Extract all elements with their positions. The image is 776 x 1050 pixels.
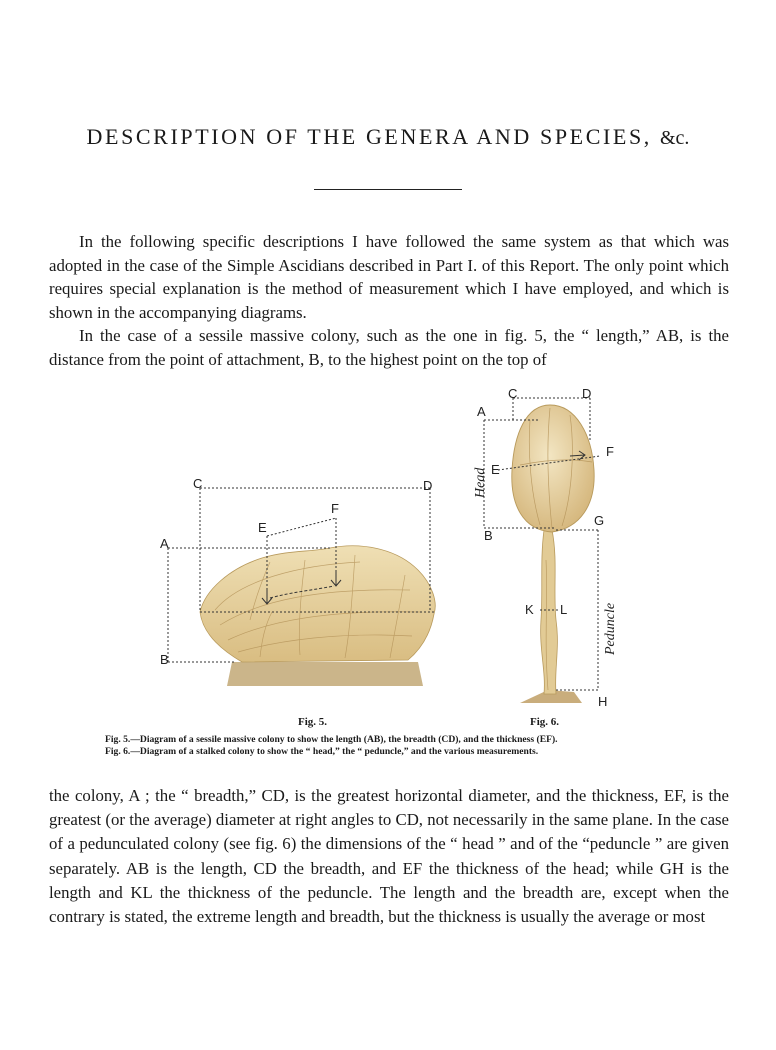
section-heading-suffix: &c.	[660, 127, 690, 149]
section-heading-main: DESCRIPTION OF THE GENERA AND SPECIES,	[86, 124, 652, 149]
fig6-label-d: D	[582, 386, 592, 401]
fig5-label-e: E	[258, 520, 267, 535]
fig5-caption: Fig. 5.—Diagram of a sessile massive colony to show the length (AB), the breadth (CD), and the thickness (EF).	[105, 734, 558, 745]
fig6-caption: Fig. 6.—Diagram of a stalked colony to show the “ head,” the “ peduncle,” and the various measurements.	[105, 746, 539, 757]
fig5-label-c: C	[193, 476, 203, 491]
paragraph-intro: In the following specific descriptions I have followed the same system as that which was adopted in the case of the Simple Ascidians described in Part I. of this Report. The only point which requires special explanation is the method of measurement which I have employed, and which is shown in the accompanying diagrams.	[49, 232, 729, 322]
fig6-label-e: E	[491, 462, 500, 477]
fig5-diagram	[160, 476, 435, 686]
fig6-label-h: H	[598, 694, 608, 709]
fig5-title: Fig. 5.	[298, 716, 328, 728]
fig6-label-g: G	[594, 513, 605, 528]
fig6-diagram	[473, 386, 618, 709]
fig6-label-c: C	[508, 386, 518, 401]
paragraph-measurements: the colony, A ; the “ breadth,” CD, is the greatest horizontal diameter, and the thickness, EF, is the greatest (or the average) diameter at right angles to CD, not necessarily in the same plane. In the case of a pedunculated colony (see fig. 6) the dimensions of the “ head ” and of the “peduncle ” are given separately. AB is the length, CD the breadth, and EF the thickness of the head; while GH is the length and KL the thickness of the peduncle. The length and the breadth are, except when the contrary is stated, the extreme length and breadth, but the thickness is usually the average or most	[49, 786, 729, 927]
fig6-head	[512, 405, 594, 532]
fig5-label-f: F	[331, 501, 339, 516]
fig5-label-a: A	[160, 536, 169, 551]
fig5-label-d: D	[423, 478, 433, 493]
fig6-peduncle	[541, 530, 558, 694]
fig6-label-f: F	[606, 444, 614, 459]
fig5-base	[227, 662, 423, 686]
fig6-head-label: Head	[473, 467, 488, 498]
fig6-label-l: L	[560, 602, 568, 617]
fig6-label-b: B	[484, 528, 493, 543]
fig6-title: Fig. 6.	[530, 716, 560, 728]
fig6-label-a: A	[477, 404, 486, 419]
fig6-label-k: K	[525, 602, 534, 617]
fig6-peduncle-label: Peduncle	[603, 602, 618, 655]
fig5-label-b: B	[160, 652, 169, 667]
paragraph-sessile: In the case of a sessile massive colony, such as the one in fig. 5, the “ length,” AB, is the distance from the point of attachment, B, to the highest point on the top of	[49, 326, 729, 369]
